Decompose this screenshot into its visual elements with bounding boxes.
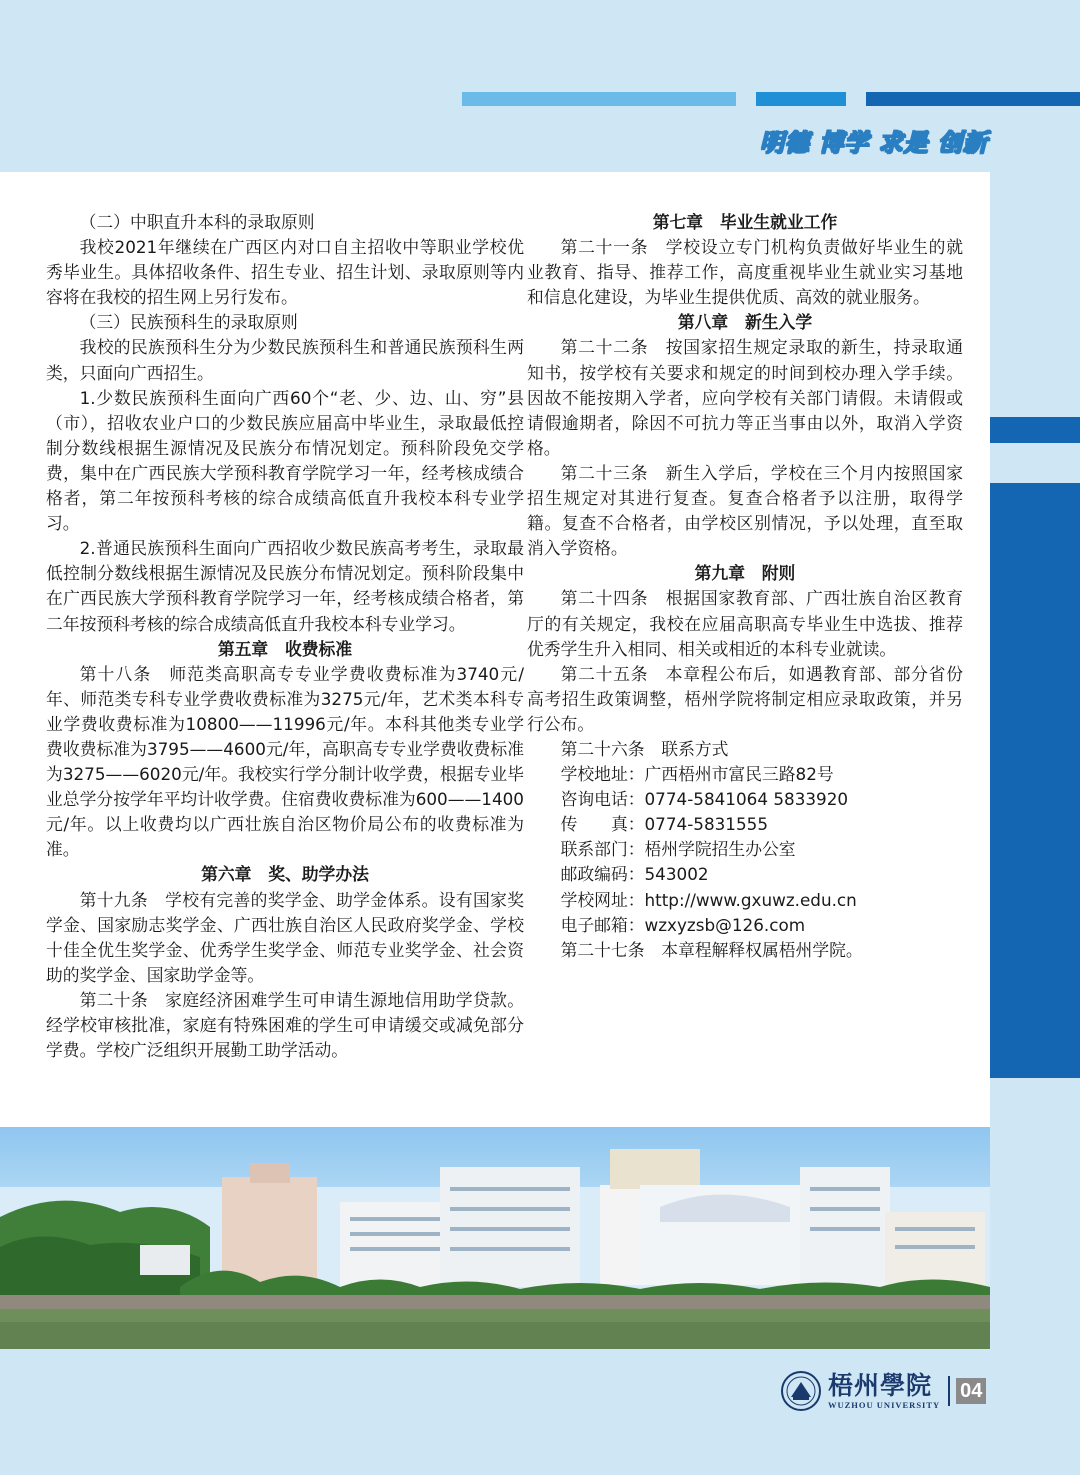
right-text-column [527, 210, 963, 963]
paragraph: 第二十七条 本章程解释权属梧州学院。 [560, 939, 863, 960]
chapter-heading: 第七章 毕业生就业工作 [652, 212, 838, 232]
side-tab-top [990, 417, 1080, 443]
school-name-en: WUZHOU UNIVERSITY [828, 1400, 941, 1410]
header-bar-dark [866, 92, 1080, 106]
side-tab-main [990, 483, 1080, 1078]
paragraph: 第二十六条 联系方式 [560, 738, 729, 759]
footer-separator [948, 1376, 950, 1406]
school-emblem-icon [780, 1370, 822, 1412]
school-name-cn: 梧州學院 [828, 1371, 933, 1400]
paragraph: 第十八条 师范类高职高专专业学费收费标准为3740元/年、师范类专科专业学费收费标准为3275元/年，艺术类本科专业学费收费标准为10800——11996元/年。本科其他类专业学费收费标准为3795——4600元/年，高职高专专业学费收费标准为3275——6020元/年。我校实行学分制计收学费，根据专业毕业总学分按学年平均计收学费。住宿费收费标准为600——1400元/年。以上收费均以广西壮族自治区物价局公布的收费标准为准。 [46, 663, 524, 860]
paragraph: 我校2021年继续在广西区内对口自主招收中等职业学校优秀毕业生。具体招收条件、招生专业、招生计划、录取原则等内容将在我校的招生网上另行发布。 [46, 237, 524, 308]
page-number: 04 [956, 1378, 986, 1404]
chapter-heading: 第六章 奖、助学办法 [201, 864, 369, 885]
paragraph: 电子邮箱：wzxyzsb@126.com [560, 914, 806, 935]
paragraph: 学校地址：广西梧州市富民三路82号 [560, 764, 834, 785]
paragraph: 第二十二条 按国家招生规定录取的新生，持录取通知书，按学校有关要求和规定的时间到校办理入学手续。因故不能按期入学者，应向学校有关部门请假。未请假或请假逾期者，除因不可抗力等正当事由以外，取消入学资格。 [527, 337, 963, 458]
left-text-column [46, 210, 524, 1063]
paragraph: （二）中职直升本科的录取原则 [79, 212, 315, 232]
campus-illustration [0, 1127, 990, 1349]
paragraph: 学校网址：http://www.gxuwz.edu.cn [560, 889, 857, 910]
paragraph: 第二十五条 本章程公布后，如遇教育部、部分省份高考招生政策调整，梧州学院将制定相应录取政策，并另行公布。 [527, 663, 963, 734]
paragraph: 传 真：0774-5831555 [560, 814, 768, 835]
paragraph: 咨询电话：0774-5841064 5833920 [560, 789, 849, 810]
paragraph: 第二十四条 根据国家教育部、广西壮族自治区教育厅的有关规定，我校在应届高职高专毕业生中选拔、推荐优秀学生升入相同、相关或相近的本科专业就读。 [527, 588, 963, 659]
chapter-heading: 第八章 新生入学 [677, 312, 813, 333]
paragraph: 第二十一条 学校设立专门机构负责做好毕业生的就业教育、指导、推荐工作，高度重视毕业生就业实习基地和信息化建设，为毕业生提供优质、高效的就业服务。 [527, 237, 963, 308]
chapter-heading: 第五章 收费标准 [217, 638, 353, 659]
paragraph: 我校的民族预科生分为少数民族预科生和普通民族预科生两类，只面向广西招生。 [46, 337, 524, 383]
paragraph: 第二十三条 新生入学后，学校在三个月内按照国家招生规定对其进行复查。复查合格者予以注册，取得学籍。复查不合格者，由学校区别情况，予以处理，直至取消入学资格。 [527, 462, 963, 559]
footer-logo [780, 1370, 986, 1412]
paragraph: （三）民族预科生的录取原则 [79, 312, 298, 333]
chapter-heading: 第九章 附则 [694, 563, 796, 584]
school-motto: 明德 博学 求是 创新 [759, 129, 988, 157]
paragraph: 2.普通民族预科生面向广西招收少数民族高考考生，录取最低控制分数线根据生源情况及民族分布情况划定。预科阶段集中在广西民族大学预科教育学院学习一年，经考核成绩合格者，第二年按预科考核的综合成绩高低直升我校本科专业学习。 [46, 538, 524, 634]
paragraph: 第二十条 家庭经济困难学生可申请生源地信用助学贷款。经学校审核批准，家庭有特殊困难的学生可申请缓交或减免部分学费。学校广泛组织开展勤工助学活动。 [46, 989, 524, 1061]
paragraph: 1.少数民族预科生面向广西60个“老、少、边、山、穷”县（市），招收农业户口的少数民族应届高中毕业生，录取最低控制分数线根据生源情况及民族分布情况划定。预科阶段免交学费，集中在广西民族大学预科教育学院学习一年，经考核成绩合格者，第二年按预科考核的综合成绩高低直升我校本科专业学习。 [46, 387, 524, 534]
paragraph: 第十九条 学校有完善的奖学金、助学金体系。设有国家奖学金、国家励志奖学金、广西壮族自治区人民政府奖学金、学校十佳全优生奖学金、优秀学生奖学金、师范专业奖学金、社会资助的奖学金、国家助学金等。 [46, 889, 524, 985]
header-bar-mid [756, 92, 846, 106]
paragraph: 邮政编码：543002 [560, 864, 709, 885]
paragraph: 联系部门：梧州学院招生办公室 [560, 839, 796, 860]
campus-photo [0, 1127, 990, 1349]
header-bar-light [462, 92, 736, 106]
